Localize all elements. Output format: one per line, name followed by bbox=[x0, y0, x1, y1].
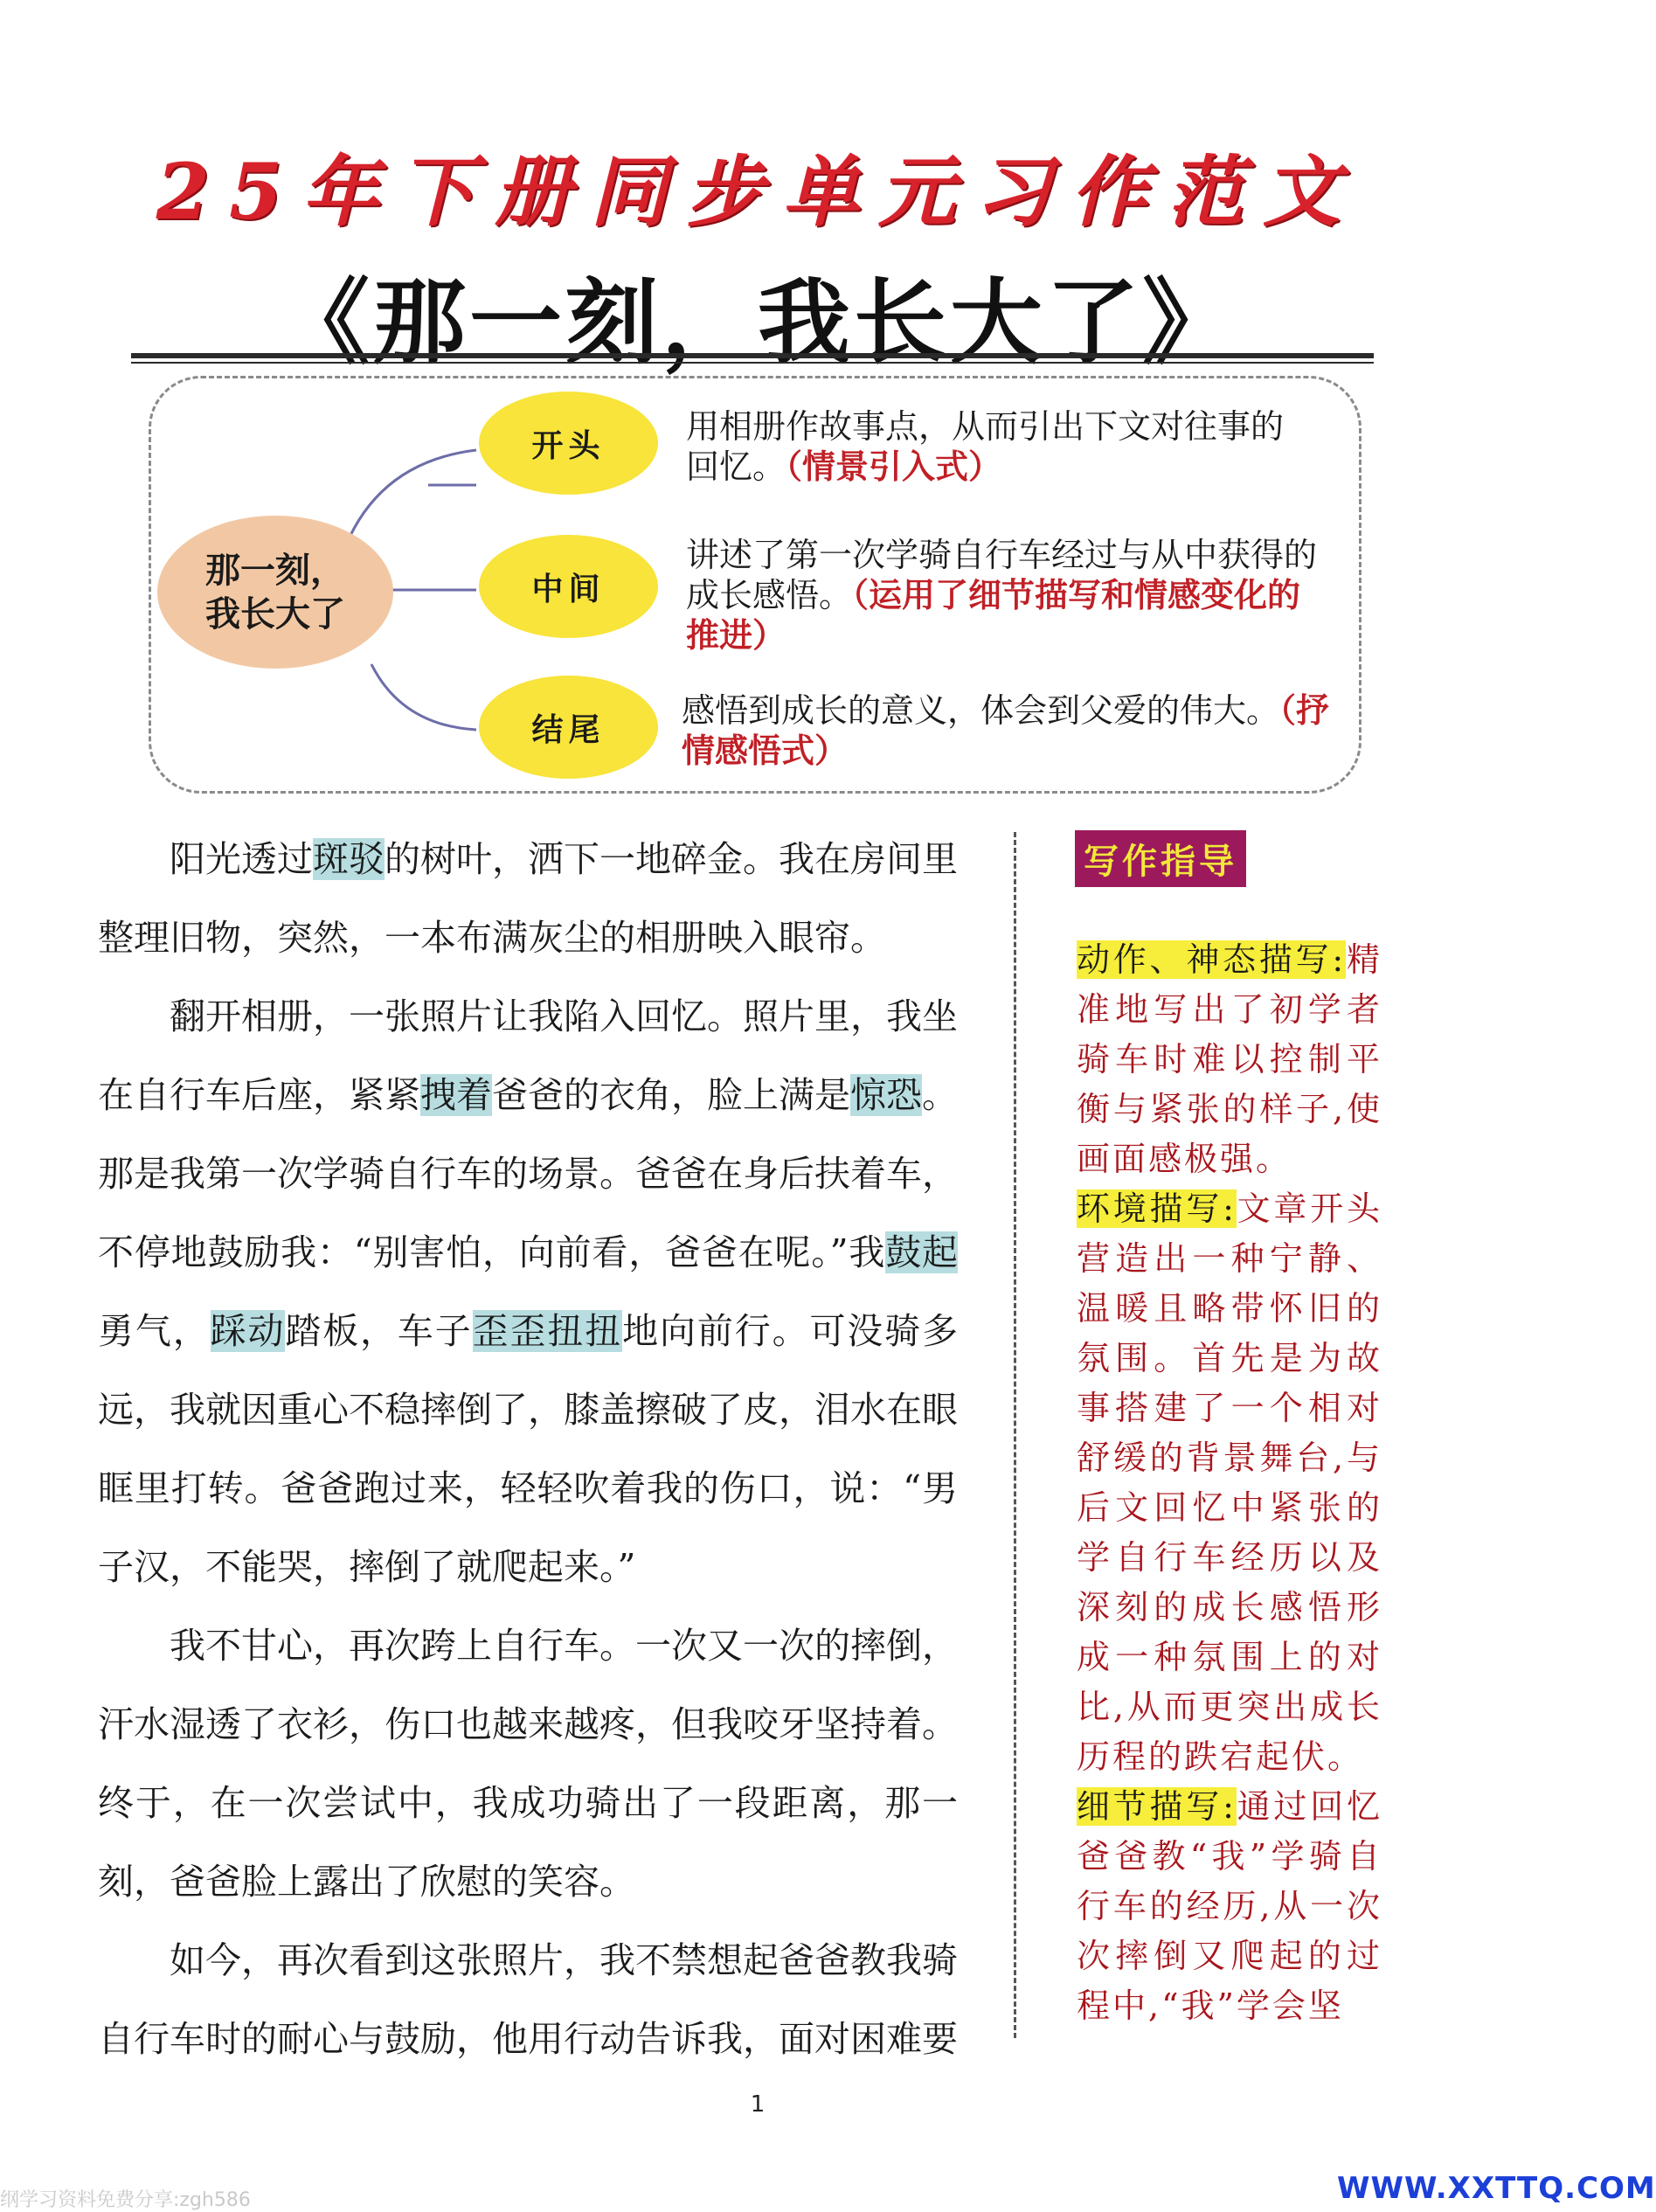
guide-item-action bbox=[1077, 935, 1382, 1184]
guide-text: 文章开头营造出一种宁静、温暖且略带怀旧的氛围。首先是为故事搭建了一个相对舒缓的背景舞台,与后文回忆中紧张的学自行车经历以及深刻的成长感悟形成一种氛围上的对比,从而更突出成长历程的跌宕起伏。 bbox=[1077, 1189, 1382, 1776]
essay-text: 爸爸的衣角，脸上满是 bbox=[492, 1074, 850, 1116]
branch-node-opening: 开头 bbox=[479, 392, 658, 495]
essay-paragraph-2 bbox=[98, 977, 958, 1606]
highlighted-word: 拽着 bbox=[420, 1074, 492, 1116]
essay-paragraph-4: 如今，再次看到这张照片，我不禁想起爸爸教我骑自行车时的耐心与鼓励，他用行动告诉我，面对困难要 bbox=[98, 1939, 958, 2060]
column-divider bbox=[1014, 832, 1016, 2038]
branch-text-middle bbox=[686, 535, 1333, 655]
watermark-left: 纲学习资料免费分享:zgh586 bbox=[0, 2189, 251, 2211]
essay-text: 勇气， bbox=[98, 1310, 211, 1352]
branch-desc: 感悟到成长的意义，体会到父爱的伟大。 bbox=[682, 691, 1280, 730]
guide-text: 精准地写出了初学者骑车时难以控制平衡与紧张的样子,使画面感极强。 bbox=[1077, 940, 1382, 1178]
highlighted-word: 斑驳 bbox=[313, 838, 385, 880]
guide-title: 写作指导 bbox=[1075, 830, 1246, 887]
mindmap-root-node bbox=[157, 516, 393, 669]
guide-item-detail bbox=[1077, 1782, 1382, 2031]
essay-paragraph-1 bbox=[98, 820, 958, 977]
essay-text: 地向前行。可没骑多远，我就因重心不稳摔倒了，膝盖擦破了皮，泪水在眼眶里打转。爸爸跑过来，轻轻吹着我的伤口，说：“男子汉，不能哭，摔倒了就爬起来。” bbox=[98, 1310, 959, 1588]
branch-desc: 讲述了第一次学骑自行车经过与从中获得的成长感悟。 bbox=[686, 536, 1318, 614]
highlighted-word: 歪歪扭扭 bbox=[472, 1310, 623, 1352]
essay-text: 阳光透过 bbox=[170, 838, 313, 880]
essay-title: 《那一刻，我长大了》 bbox=[277, 269, 1238, 377]
guide-text: 通过回忆爸爸教“我”学骑自行车的经历,从一次次摔倒又爬起的过程中,“我”学会坚 bbox=[1077, 1787, 1382, 2025]
writing-guide bbox=[1077, 935, 1382, 2031]
branch-node-ending: 结尾 bbox=[479, 676, 658, 779]
essay-paragraph-3: 我不甘心，再次跨上自行车。一次又一次的摔倒，汗水湿透了衣衫，伤口也越来越疼，但我咬牙坚持着。终于，在一次尝试中，我成功骑出了一段距离，那一刻，爸爸脸上露出了欣慰的笑容。 bbox=[98, 1625, 958, 1903]
watermark-url[interactable]: WWW.XXTTQ.COM bbox=[1337, 2171, 1656, 2206]
branch-text-ending bbox=[682, 690, 1346, 771]
essay-text: 踏板，车子 bbox=[285, 1310, 473, 1352]
essay-body bbox=[98, 820, 958, 2078]
guide-tag: 环境描写: bbox=[1077, 1189, 1237, 1228]
page-number: 1 bbox=[750, 2091, 766, 2118]
highlighted-word: 鼓起 bbox=[885, 1231, 959, 1273]
guide-item-environment bbox=[1077, 1184, 1382, 1782]
branch-note: （情景引入式） bbox=[786, 447, 1002, 486]
title-divider-thin bbox=[131, 362, 1374, 364]
title-divider bbox=[131, 353, 1374, 358]
guide-tag: 细节描写: bbox=[1077, 1787, 1237, 1826]
essay-text: 。那是我第一次学骑自行车的场景。爸爸在身后扶着车，不停地鼓励我：“别害怕，向前看，爸爸在呢。”我 bbox=[98, 1074, 958, 1273]
branch-note: （运用了细节描写和情感变化的推进） bbox=[686, 576, 1301, 655]
root-line-2: 我长大了 bbox=[205, 593, 345, 634]
essay-text: 翻开相册，一张照片让我陷入回忆。照片里，我坐在自行车后座，紧紧 bbox=[98, 995, 958, 1116]
highlighted-word: 踩动 bbox=[210, 1310, 286, 1352]
highlighted-word: 惊恐 bbox=[850, 1074, 922, 1116]
branch-desc: 用相册作故事点，从而引出下文对往事的回忆。 bbox=[686, 407, 1285, 486]
main-title: 25年下册同步单元习作范文 bbox=[156, 146, 1360, 237]
essay-text: 的树叶，洒下一地碎金。我在房间里整理旧物，突然，一本布满灰尘的相册映入眼帘。 bbox=[98, 838, 958, 959]
branch-note: （抒情感悟式） bbox=[682, 691, 1330, 770]
guide-tag: 动作、神态描写: bbox=[1077, 940, 1347, 979]
branch-text-opening bbox=[686, 406, 1315, 487]
branch-node-middle: 中间 bbox=[479, 535, 658, 638]
root-line-1: 那一刻， bbox=[205, 549, 345, 591]
connector-end bbox=[371, 664, 476, 730]
